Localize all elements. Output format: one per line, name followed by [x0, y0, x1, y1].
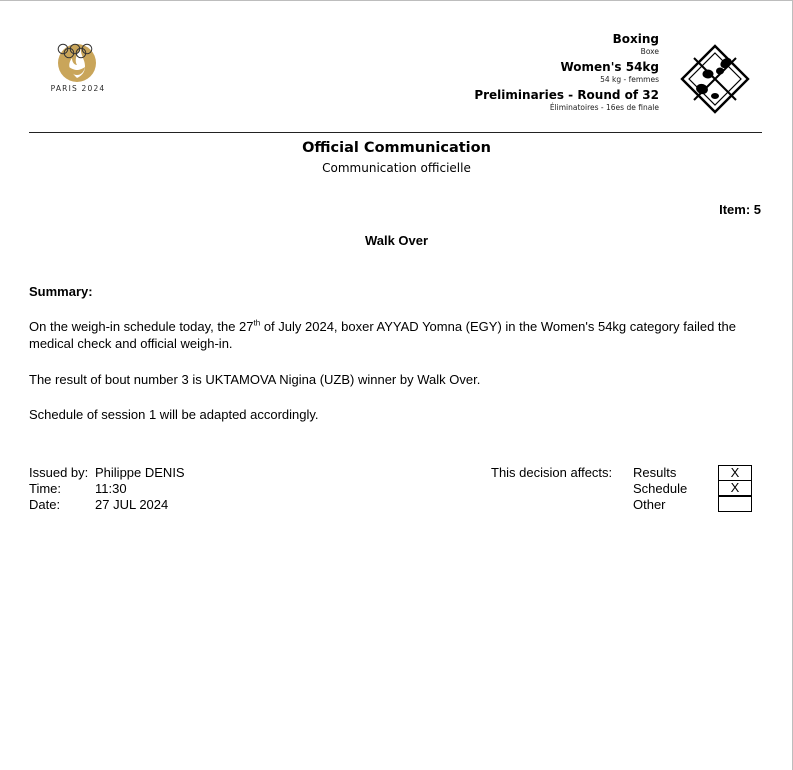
issued-by-label: Issued by:	[29, 465, 89, 480]
decision-affects-label: This decision affects:	[491, 465, 613, 480]
header-divider	[29, 132, 762, 133]
issued-by-row	[29, 465, 185, 481]
communication-headline: Walk Over	[364, 233, 429, 248]
affects-other-checkbox	[718, 496, 752, 512]
date-value: 27 JUL 2024	[95, 497, 169, 512]
summary-paragraph-3: Schedule of session 1 will be adapted accordingly.	[29, 407, 319, 422]
summary-paragraph-1: On the weigh-in schedule today, the 27th of July 2024, boxer AYYAD Yomna (EGY) in the Women's 54kg category failed the medical check and official weigh-in.	[29, 318, 737, 351]
time-value: 11:30	[95, 481, 127, 496]
affects-results-label: Results	[633, 465, 677, 480]
affects-results-checkbox: X	[718, 465, 752, 481]
logo-text: PARIS 2024	[50, 84, 106, 93]
document-title: Official Communication	[302, 140, 491, 156]
date-row	[29, 497, 168, 513]
event-header	[474, 32, 659, 112]
affects-schedule-label: Schedule	[633, 481, 688, 496]
issued-by-value: Philippe DENIS	[95, 465, 185, 480]
date-label: Date:	[29, 497, 61, 512]
affects-schedule-checkbox: X	[718, 480, 752, 496]
event-name-fr: 54 kg - femmes	[600, 75, 659, 84]
paris-2024-logo	[45, 43, 115, 115]
time-row	[29, 481, 127, 497]
affects-other-label: Other	[633, 497, 666, 512]
summary-label: Summary:	[29, 284, 93, 299]
phase-name-fr: Éliminatoires - 16es de finale	[549, 103, 659, 112]
boxing-pictogram-icon	[680, 44, 750, 114]
sport-name: Boxing	[612, 32, 659, 46]
olympic-rings-icon	[57, 43, 93, 59]
summary-paragraph-2: The result of bout number 3 is UKTAMOVA Nigina (UZB) winner by Walk Over.	[29, 372, 481, 387]
time-label: Time:	[29, 481, 62, 496]
event-name: Women's 54kg	[560, 60, 659, 74]
document-subtitle: Communication officielle	[322, 161, 471, 175]
item-number: Item: 5	[719, 202, 761, 217]
sport-name-fr: Boxe	[640, 47, 659, 56]
phase-name: Preliminaries - Round of 32	[474, 88, 659, 102]
